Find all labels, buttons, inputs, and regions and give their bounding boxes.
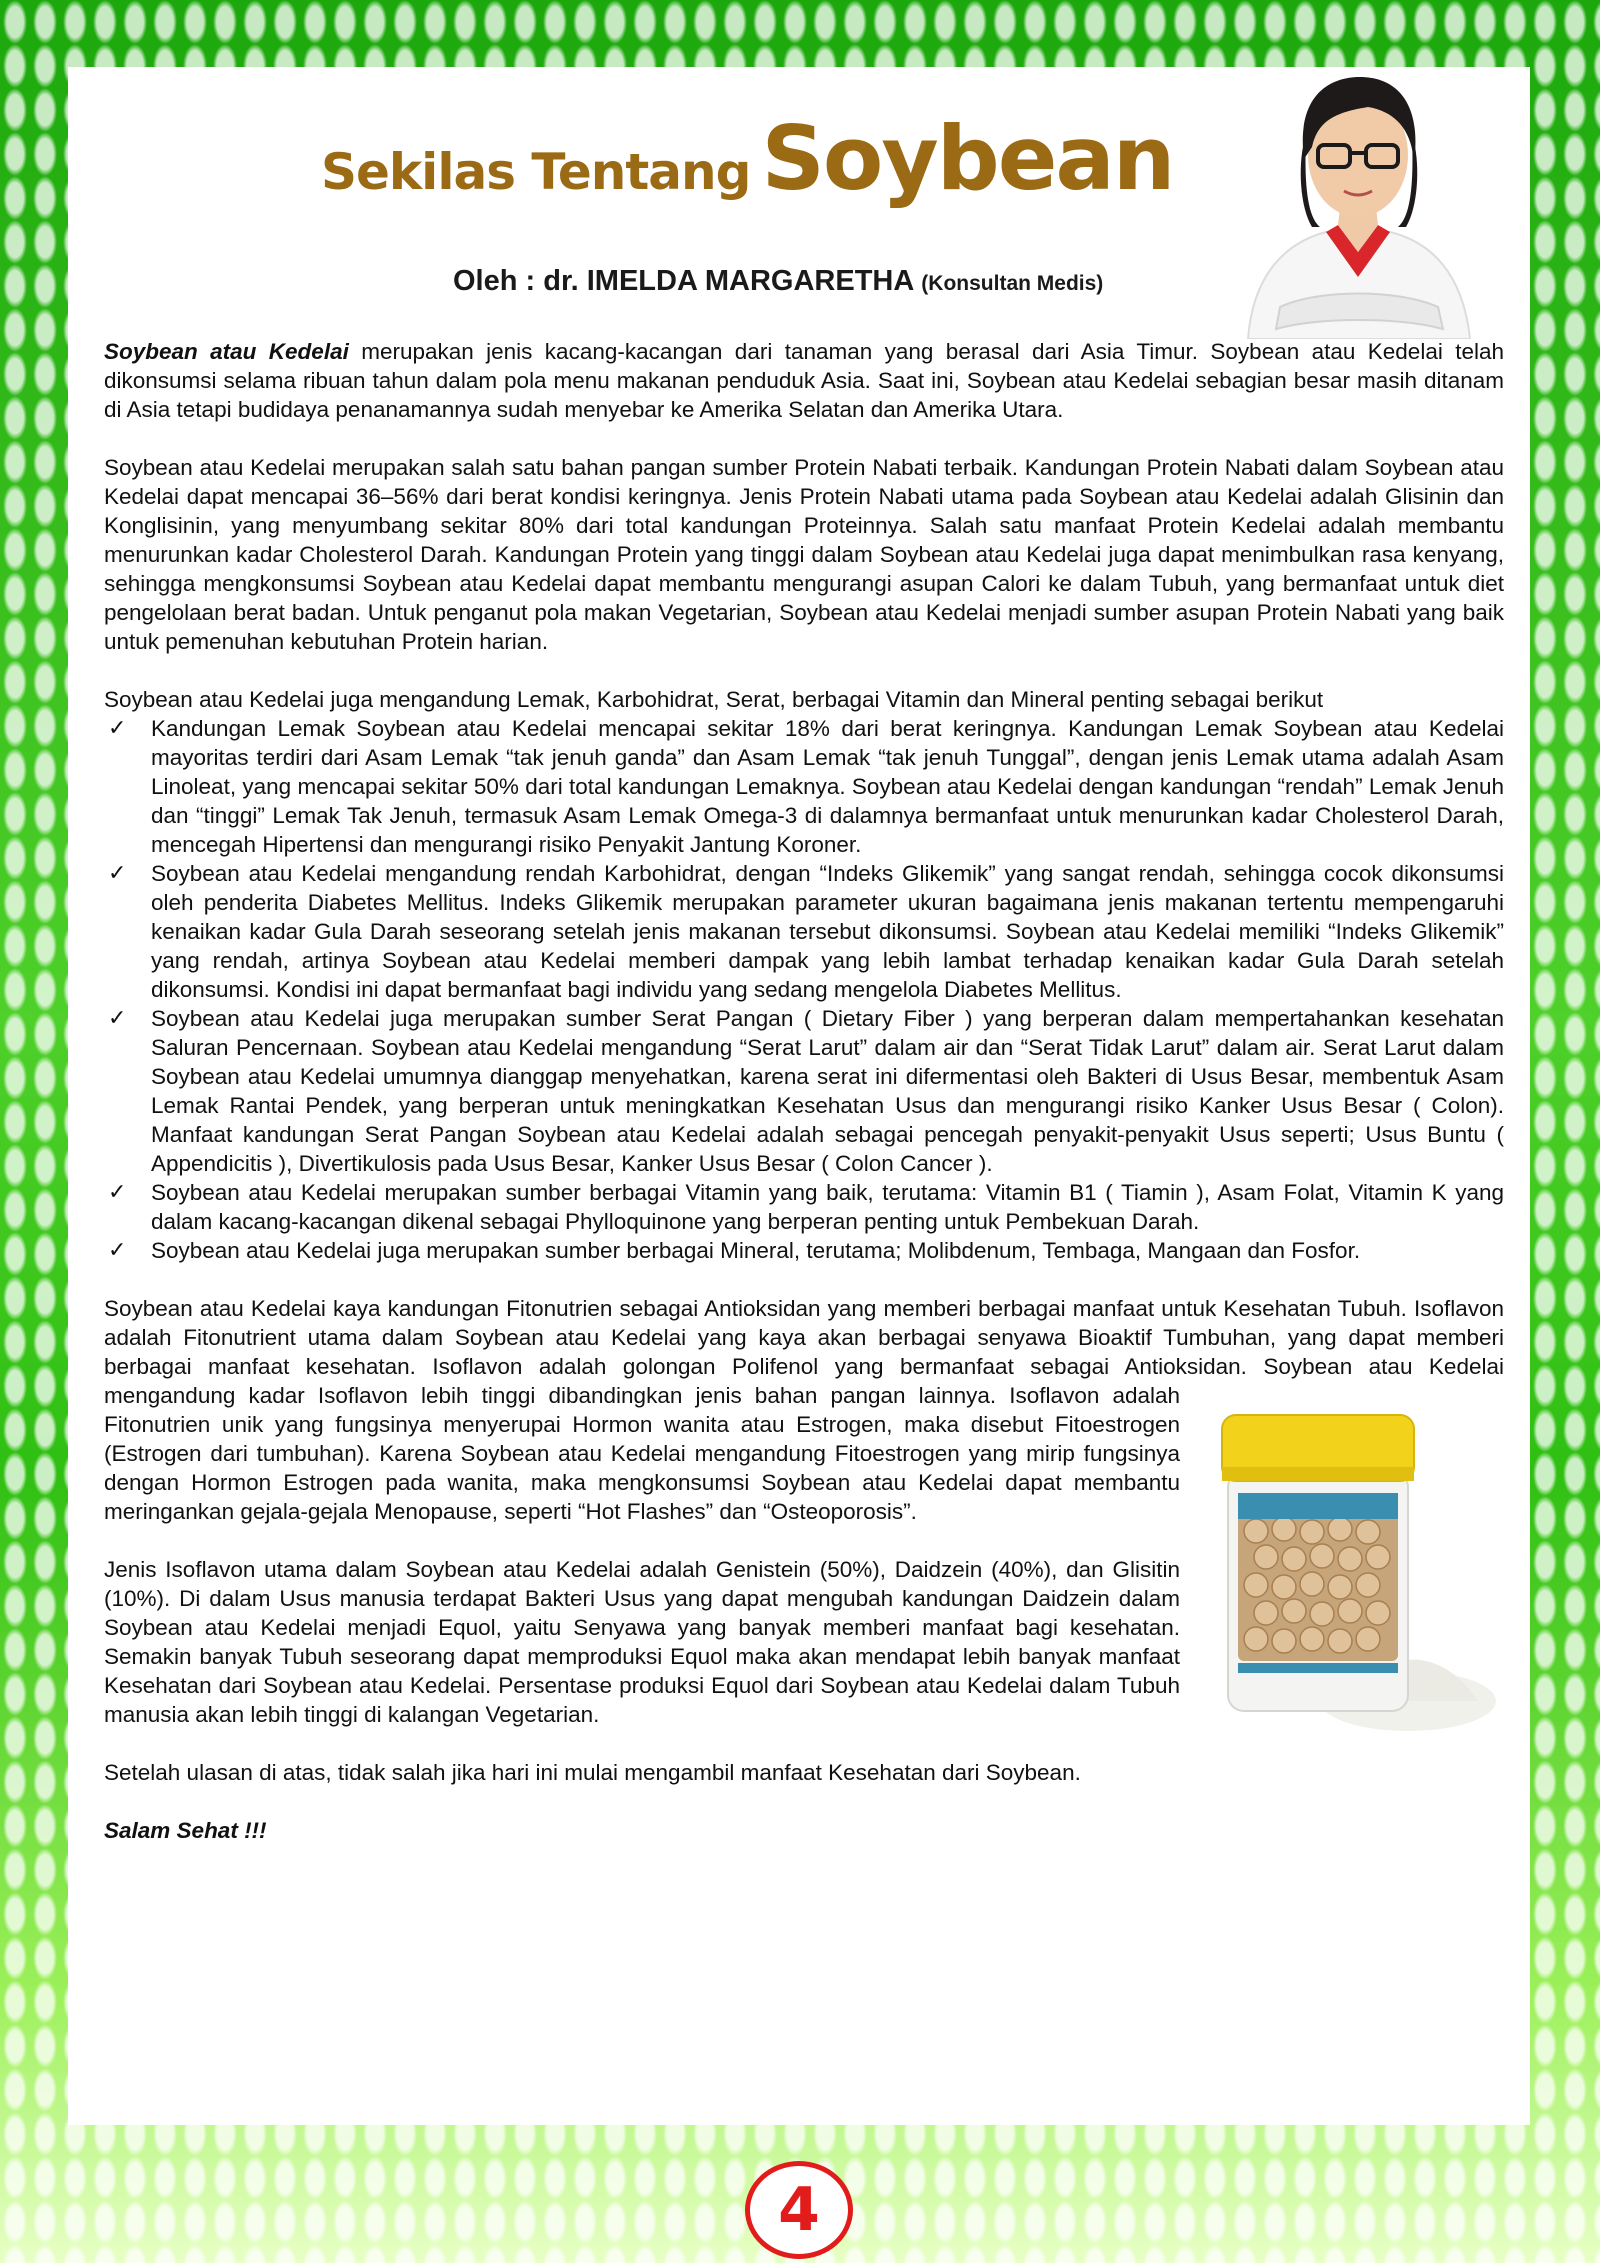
intro-paragraph	[104, 337, 1504, 424]
article-page	[68, 67, 1530, 2125]
isoflavon-text-a: Soybean atau Kedelai kaya kandungan Fitonutrien sebagai Antioksidan yang memberi berbagai manfaat untuk Kesehatan Tubuh. Isoflavon adalah Fitonutrient utama dalam Soybean atau Kedelai yang kaya akan berbagai senyawa Bioaktif Tumbuhan, yang dapat memberi berbagai manfaat kesehatan. Isoflavon adalah golongan Polifenol yang bermanfaat sebagai Antioksidan. Soybean atau Kedelai mengandung kadar Isoflavon lebih tinggi dibandingkan jenis bahan pangan lainnya.	[104, 1296, 1504, 1408]
article-header	[68, 67, 1530, 322]
genistein-paragraph: Jenis Isoflavon utama dalam Soybean atau Kedelai adalah Genistein (50%), Daidzein (40%), dan Glisitin (10%). Di dalam Usus manusia terdapat Bakteri Usus yang dapat mengubah kandungan Daidzein dalam Soybean atau Kedelai menjadi Equol, yaitu Senyawa yang banyak memberi manfaat bagi kesehatan. Semakin banyak Tubuh seseorang dapat memproduksi Equol maka akan mendapat lebih banyak manfaat Kesehatan dari Soybean atau Kedelai. Persentase produksi Equol dari Soybean atau Kedelai dalam Tubuh manusia akan lebih tinggi di kalangan Vegetarian.	[104, 1557, 1180, 1727]
list-item-text: Kandungan Lemak Soybean atau Kedelai mencapai sekitar 18% dari berat keringnya. Kandungan Lemak Soybean atau Kedelai mayoritas terdiri dari Asam Lemak “tak jenuh ganda” dan Asam Lemak “tak jenuh Tunggal”, dengan jenis Lemak utama adalah Asam Linoleat, yang mencapai sekitar 50% dari total kandungan Lemaknya. Soybean atau Kedelai dengan kandungan “rendah” Lemak Jenuh dan “tinggi” Lemak Tak Jenuh, termasuk Asam Lemak Omega-3 di dalamnya bermanfaat untuk menurunkan kadar Cholesterol Darah, mencegah Hipertensi dan mengurangi risiko Penyakit Jantung Koroner.	[151, 716, 1504, 857]
list-item	[104, 1236, 1504, 1265]
nutrients-intro: Soybean atau Kedelai juga mengandung Lemak, Karbohidrat, Serat, berbagai Vitamin dan Mineral penting sebagai berikut	[104, 687, 1324, 712]
isoflavon-text-b: Isoflavon adalah Fitonutrien unik yang fungsinya menyerupai Hormon wanita atau Estrogen, maka disebut Fitoestrogen (Estrogen dari tumbuhan). Karena Soybean atau Kedelai mengandung Fitoestrogen yang mirip fungsinya dengan Hormon Estrogen pada wanita, maka mengkonsumsi Soybean atau Kedelai dapat membantu meringankan gejala-gejala Menopause, seperti “Hot Flashes” dan “Osteoporosis”.	[104, 1383, 1181, 1524]
list-item-text: Soybean atau Kedelai juga merupakan sumber berbagai Mineral, terutama; Molibdenum, Tembaga, Mangaan dan Fosfor.	[151, 1238, 1361, 1263]
author-name: Oleh : dr. IMELDA MARGARETHA	[453, 265, 914, 297]
list-item	[104, 859, 1504, 1004]
protein-paragraph: Soybean atau Kedelai merupakan salah satu bahan pangan sumber Protein Nabati terbaik. Kandungan Protein Nabati dalam Soybean atau Kedelai dapat mencapai 36–56% dari berat kondisi keringnya. Jenis Protein Nabati utama pada Soybean atau Kedelai adalah Glisinin dan Konglisinin, yang menyumbang sekitar 80% dari total kandungan Proteinnya. Salah satu manfaat Protein Kedelai adalah membantu menurunkan kadar Cholesterol Darah. Kandungan Protein yang tinggi dalam Soybean atau Kedelai juga dapat menimbulkan rasa kenyang, sehingga mengkonsumsi Soybean atau Kedelai dapat membantu mengurangi asupan Calori ke dalam Tubuh, yang bermanfaat untuk diet pengelolaan berat badan. Untuk penganut pola makan Vegetarian, Soybean atau Kedelai menjadi sumber asupan Protein Nabati yang baik untuk pemenuhan kebutuhan Protein harian.	[104, 455, 1504, 654]
intro-text: merupakan jenis kacang-kacangan dari tanaman yang berasal dari Asia Timur. Soybean atau Kedelai telah dikonsumsi selama ribuan tahun dalam pola menu makanan penduduk Asia. Saat ini, Soybean atau Kedelai sebagian besar masih ditanam di Asia tetapi budidaya penanamannya sudah menyebar ke Amerika Selatan dan Amerika Utara.	[104, 339, 1505, 422]
list-item	[104, 1004, 1504, 1178]
check-icon: ✓	[108, 1006, 127, 1031]
author-byline	[453, 265, 1103, 298]
author-role: (Konsultan Medis)	[921, 272, 1104, 295]
article-title	[321, 107, 1174, 210]
check-icon: ✓	[108, 861, 127, 886]
article-body	[104, 337, 1504, 1874]
title-prefix: Sekilas Tentang	[321, 143, 751, 201]
list-item-text: Soybean atau Kedelai juga merupakan sumber Serat Pangan ( Dietary Fiber ) yang berperan dalam mempertahankan kesehatan Saluran Pencernaan. Soybean atau Kedelai mengandung “Serat Larut” dalam air dan “Serat Tidak Larut” dalam air. Serat Larut dalam Soybean atau Kedelai umumnya dianggap menyehatkan, karena serat ini difermentasi oleh Bakteri di Usus Besar, membentuk Asam Lemak Rantai Pendek, yang berperan untuk meningkatkan Kesehatan Usus dan mengurangi risiko Kanker Usus Besar ( Colon). Manfaat kandungan Serat Pangan Soybean atau Kedelai adalah sebagai pencegah penyakit-penyakit Usus seperti; Usus Buntu ( Appendicitis ), Divertikulosis pada Usus Besar, Kanker Usus Besar ( Colon Cancer ).	[151, 1006, 1504, 1176]
check-icon: ✓	[108, 1180, 127, 1205]
list-item	[104, 1178, 1504, 1236]
list-item-text: Soybean atau Kedelai mengandung rendah Karbohidrat, dengan “Indeks Glikemik” yang sangat rendah, sehingga cocok dikonsumsi oleh penderita Diabetes Mellitus. Indeks Glikemik merupakan parameter ukuran bagaimana jenis makanan tertentu mempengaruhi kenaikan kadar Gula Darah seseorang setelah jenis makanan tersebut dikonsumsi. Soybean atau Kedelai memiliki “Indeks Glikemik” yang rendah, artinya Soybean atau Kedelai memberi dampak yang lebih lambat terhadap kenaikan kadar Gula Darah setelah dikonsumsi. Kondisi ini dapat bermanfaat bagi individu yang sedang mengelola Diabetes Mellitus.	[151, 861, 1504, 1002]
list-item	[104, 714, 1504, 859]
title-main: Soybean	[761, 107, 1174, 210]
closing-paragraph: Setelah ulasan di atas, tidak salah jika hari ini mulai mengambil manfaat Kesehatan dari Soybean.	[104, 1760, 1081, 1785]
intro-lead: Soybean atau Kedelai	[104, 339, 349, 364]
list-item-text: Soybean atau Kedelai merupakan sumber berbagai Vitamin yang baik, terutama: Vitamin B1 ( Tiamin ), Asam Folat, Vitamin K yang dalam kacang-kacangan dikenal sebagai Phylloquinone yang berperan penting untuk Pembekuan Darah.	[151, 1180, 1504, 1234]
author-photo	[1208, 67, 1508, 339]
page-number: 4	[745, 2161, 853, 2259]
isoflavon-paragraph	[104, 1294, 1504, 1526]
check-icon: ✓	[108, 1238, 127, 1263]
soybean-product-photo	[1208, 1401, 1498, 1741]
nutrients-list	[104, 714, 1504, 1265]
signoff: Salam Sehat !!!	[104, 1818, 267, 1843]
check-icon: ✓	[108, 716, 127, 741]
